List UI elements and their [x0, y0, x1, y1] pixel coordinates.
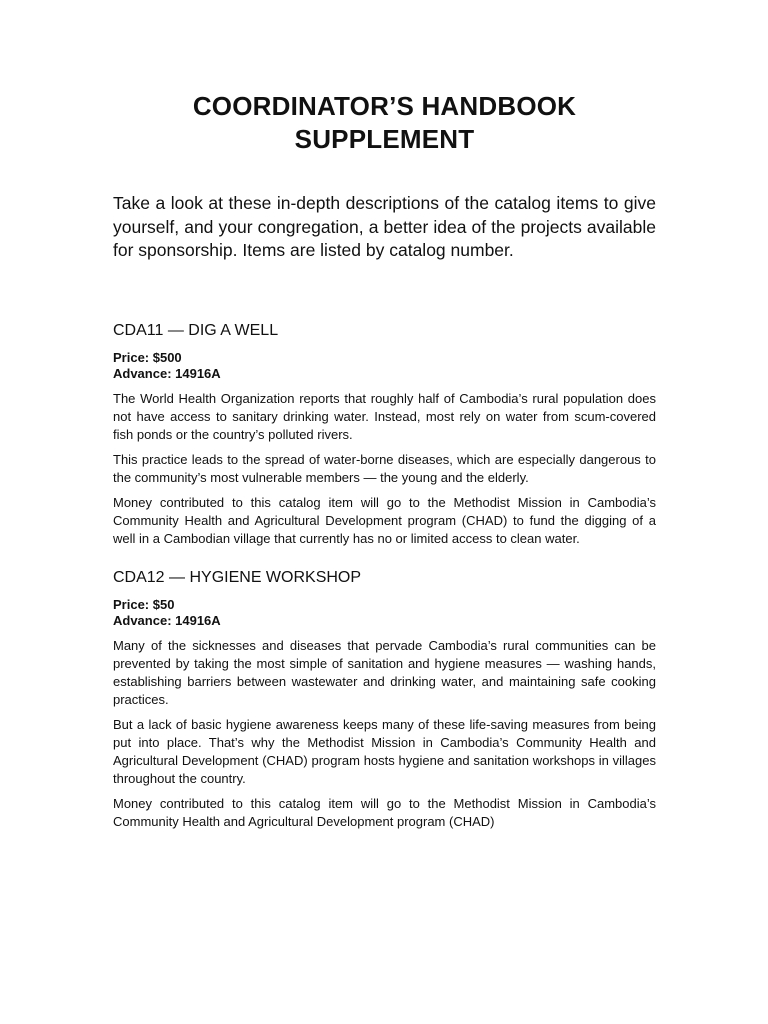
title-line-1: COORDINATOR’S HANDBOOK	[192, 91, 577, 121]
item-advance: Advance: 14916A	[113, 365, 221, 381]
body-paragraph: The World Health Organization reports that roughly half of Cambodia’s rural population does not have access to sanitary drinking water. Instead, most rely on water from scum-covered fish ponds or the country’s polluted rivers.	[113, 390, 656, 442]
item-advance: Advance: 14916A	[113, 612, 221, 628]
item-meta	[113, 350, 656, 382]
body-paragraph: Many of the sicknesses and diseases that pervade Cambodia’s rural communities can be prevented by taking the most simple of sanitation and hygiene measures — washing hands, establishing barriers between wastewater and drinking water, and maintaining safe cooking practices.	[113, 637, 656, 707]
body-paragraph: Money contributed to this catalog item will go to the Methodist Mission in Cambodia’s Community Health and Agricultural Development program (CHAD)	[113, 795, 656, 829]
intro-paragraph: Take a look at these in-depth descriptions of the catalog items to give yourself, and your congregation, a better idea of the projects available for sponsorship. Items are listed by catalog number.	[113, 193, 656, 260]
item-price: Price: $500	[113, 349, 182, 365]
body-paragraph: Money contributed to this catalog item will go to the Methodist Mission in Cambodia’s Community Health and Agricultural Development program (CHAD) to fund the digging of a well in a Cambodian village that currently has no or limited access to clean water.	[113, 494, 656, 546]
title-line-2: SUPPLEMENT	[294, 124, 475, 154]
section-heading: CDA12 — HYGIENE WORKSHOP	[113, 568, 362, 586]
item-price: Price: $50	[113, 596, 175, 612]
catalog-item-cda12	[113, 568, 656, 831]
body-paragraph: This practice leads to the spread of water-borne diseases, which are especially dangerous to the community’s most vulnerable members — the young and the elderly.	[113, 451, 656, 485]
catalog-item-cda11	[113, 321, 656, 548]
body-paragraph: But a lack of basic hygiene awareness keeps many of these life-saving measures from being put into place. That’s why the Methodist Mission in Cambodia’s Community Health and Agricultural Development (CHAD) program hosts hygiene and sanitation workshops in villages throughout the country.	[113, 716, 656, 786]
document-title	[113, 90, 656, 156]
document-page	[113, 90, 656, 831]
section-heading: CDA11 — DIG A WELL	[113, 321, 279, 339]
item-meta	[113, 597, 656, 629]
